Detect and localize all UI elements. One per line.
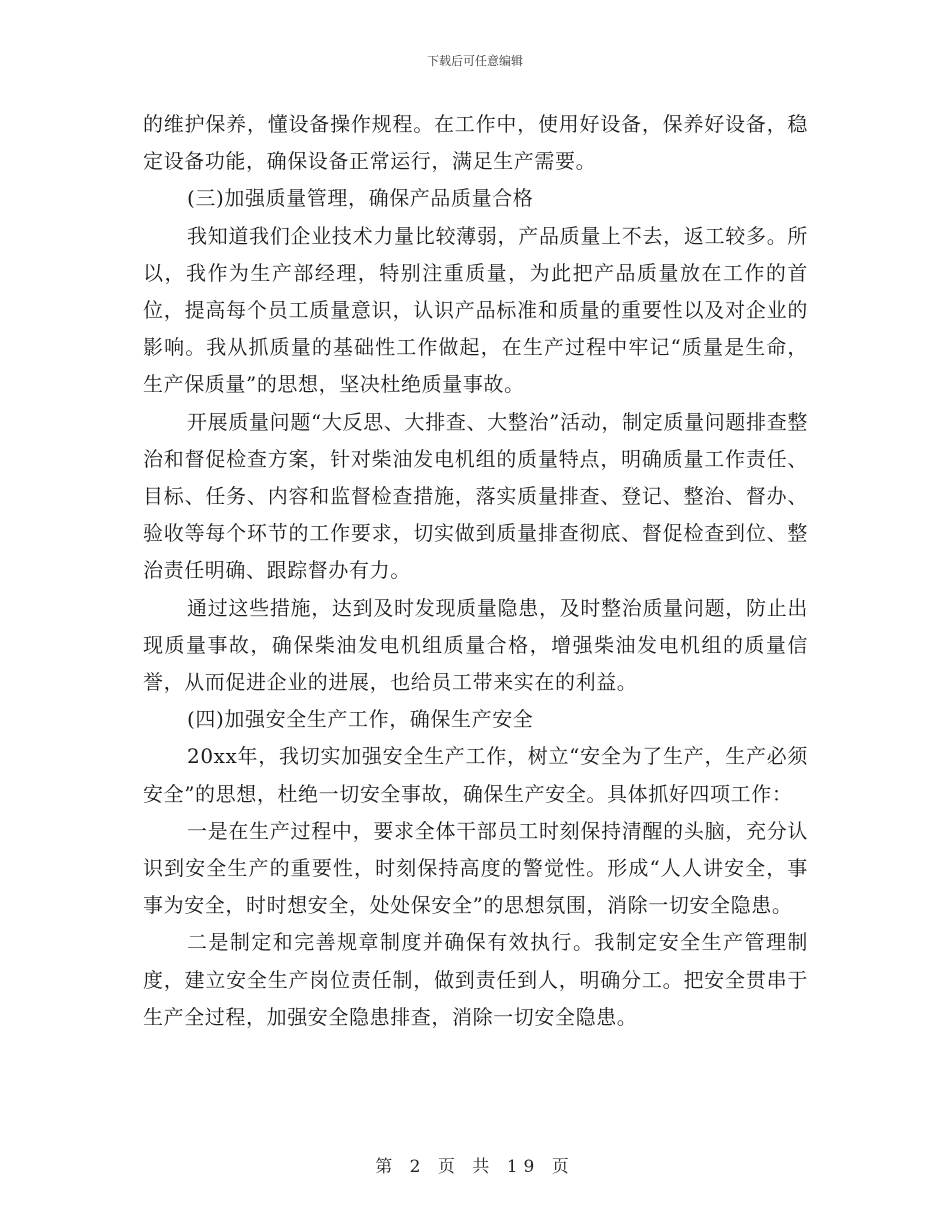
paragraph-safety-point-one: 一是在生产过程中，要求全体干部员工时刻保持清醒的头脑，充分认识到安全生产的重要性，时刻保持高度的警觉性。形成“人人讲安全，事事为安全，时时想安全，处处保安全”的思想氛围，消除一切安全隐患。 bbox=[143, 818, 808, 918]
paragraph-quality-focus: 我知道我们企业技术力量比较薄弱，产品质量上不去，返工较多。所以，我作为生产部经理，特别注重质量，为此把产品质量放在工作的首位，提高每个员工质量意识，认识产品标准和质量的重要性以及对企业的影响。我从抓质量的基础性工作做起，在生产过程中牢记“质量是生命，生产保质量”的思想，坚决杜绝质量事故。 bbox=[143, 223, 808, 397]
document-body bbox=[143, 106, 808, 1036]
paragraph-quality-results: 通过这些措施，达到及时发现质量隐患，及时整治质量问题，防止出现质量事故，确保柴油发电机组质量合格，增强柴油发电机组的质量信誉，从而促进企业的进展，也给员工带来实在的利益。 bbox=[143, 595, 808, 695]
header-note: 下载后可任意编辑 bbox=[426, 54, 523, 68]
paragraph-safety-point-two: 二是制定和完善规章制度并确保有效执行。我制定安全生产管理制度，建立安全生产岗位责任制，做到责任到人，明确分工。把安全贯串于生产全过程，加强安全隐患排查，消除一切安全隐患。 bbox=[143, 930, 808, 1029]
section-heading-quality: (三)加强质量管理，确保产品质量合格 bbox=[187, 186, 534, 211]
paragraph-continuation: 的维护保养，懂设备操作规程。在工作中，使用好设备，保养好设备，稳定设备功能，确保设备正常运行，满足生产需要。 bbox=[143, 112, 808, 174]
paragraph-safety-intro: 20xx年，我切实加强安全生产工作，树立“安全为了生产，生产必须安全”的思想，杜绝一切安全事故，确保生产安全。具体抓好四项工作： bbox=[143, 744, 808, 806]
section-heading-safety: (四)加强安全生产工作，确保生产安全 bbox=[187, 707, 534, 732]
page-number: 第 2 页 共 19 页 bbox=[375, 1157, 575, 1177]
paragraph-quality-campaign: 开展质量问题“大反思、大排查、大整治”活动，制定质量问题排查整治和督促检查方案，针对柴油发电机组的质量特点，明确质量工作责任、目标、任务、内容和监督检查措施，落实质量排查、登记、整治、督办、验收等每个环节的工作要求，切实做到质量排查彻底、督促检查到位、整治责任明确、跟踪督办有力。 bbox=[143, 409, 808, 583]
